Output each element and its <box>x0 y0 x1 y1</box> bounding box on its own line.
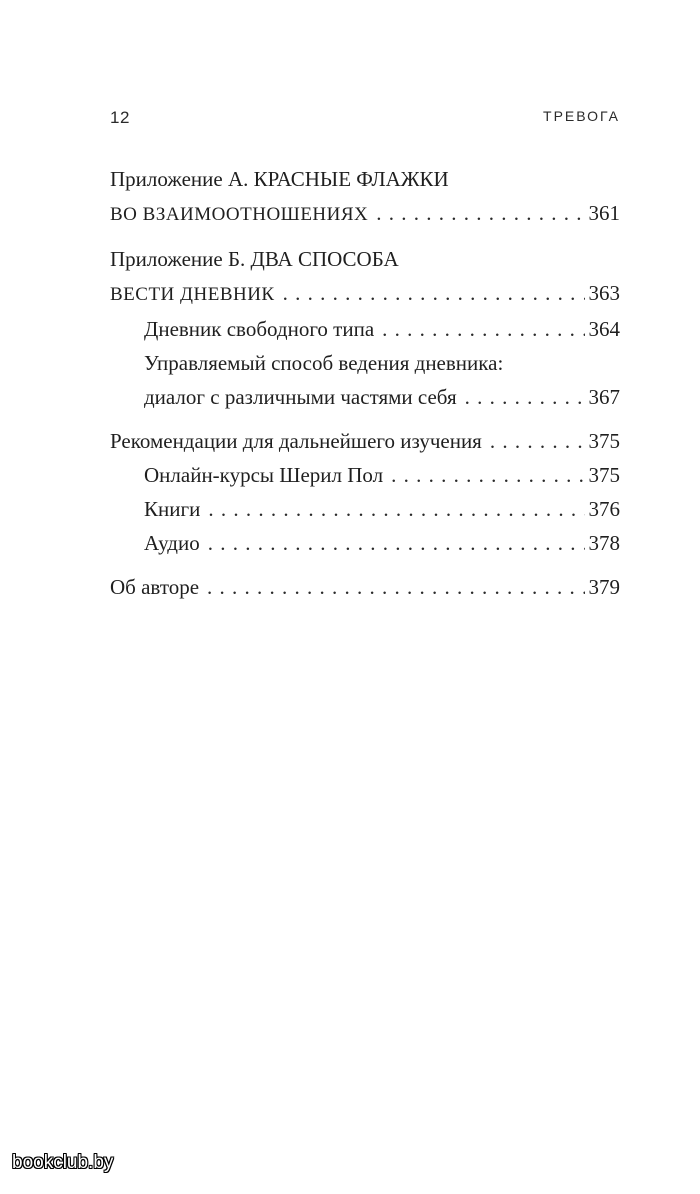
page-number: 12 <box>110 108 130 127</box>
toc-entry-guided-journal <box>110 346 620 414</box>
dot-leader <box>208 526 585 560</box>
toc-entry-appendix-b <box>110 242 620 312</box>
toc-page-number: 375 <box>588 463 620 487</box>
toc-entry-free-journal <box>110 312 620 346</box>
toc-entry-title-line <box>144 380 620 414</box>
dot-leader <box>382 312 584 346</box>
toc-entry-title: Приложение Б. ДВА СПОСОБА <box>110 247 399 271</box>
toc-entry-title: Онлайн-курсы Шерил Пол <box>144 463 384 487</box>
toc-entry-title: диалог с различными частями себя <box>144 385 457 409</box>
toc-page-number: 363 <box>588 281 620 305</box>
toc-entry-title: Рекомендации для дальнейшего изучения <box>110 429 482 453</box>
toc-entry-title-line <box>110 276 620 312</box>
table-of-contents <box>110 162 620 604</box>
toc-page-number: 378 <box>588 531 620 555</box>
watermark: bookclub.by <box>12 1152 114 1173</box>
toc-entry-title: Об авторе <box>110 575 200 599</box>
toc-entry-title: Приложение А. КРАСНЫЕ ФЛАЖКИ <box>110 167 449 191</box>
toc-entry-title: Книги <box>144 497 201 521</box>
toc-entry-online-courses <box>110 458 620 492</box>
toc-entry-title: ВО ВЗАИМООТНОШЕНИЯХ <box>110 204 369 225</box>
toc-entry-audio <box>110 526 620 560</box>
toc-entry-title-line <box>110 196 620 232</box>
dot-leader <box>490 424 585 458</box>
dot-leader <box>465 380 585 414</box>
toc-page-number: 364 <box>588 317 620 341</box>
toc-page-number: 376 <box>588 497 620 521</box>
toc-page-number: 361 <box>588 201 620 225</box>
toc-entry-about-author <box>110 570 620 604</box>
toc-entry-title-line <box>110 242 620 276</box>
toc-entry-title: Управляемый способ ведения дневника: <box>144 351 504 375</box>
toc-entry-title-line <box>144 346 620 380</box>
toc-entry-title: Дневник свободного типа <box>144 317 375 341</box>
toc-entry-recommendations <box>110 424 620 458</box>
dot-leader <box>376 196 584 230</box>
running-title: ТРЕВОГА <box>543 108 620 124</box>
toc-page-number: 367 <box>588 385 620 409</box>
dot-leader <box>208 492 584 526</box>
dot-leader <box>391 458 584 492</box>
dot-leader <box>207 570 584 604</box>
toc-entry-title-line <box>110 162 620 196</box>
toc-page-number: 379 <box>588 575 620 599</box>
toc-entry-title: ВЕСТИ ДНЕВНИК <box>110 284 275 305</box>
toc-entry-title: Аудио <box>144 531 200 555</box>
toc-page-number: 375 <box>588 429 620 453</box>
dot-leader <box>283 276 585 310</box>
toc-entry-books <box>110 492 620 526</box>
toc-entry-appendix-a <box>110 162 620 232</box>
